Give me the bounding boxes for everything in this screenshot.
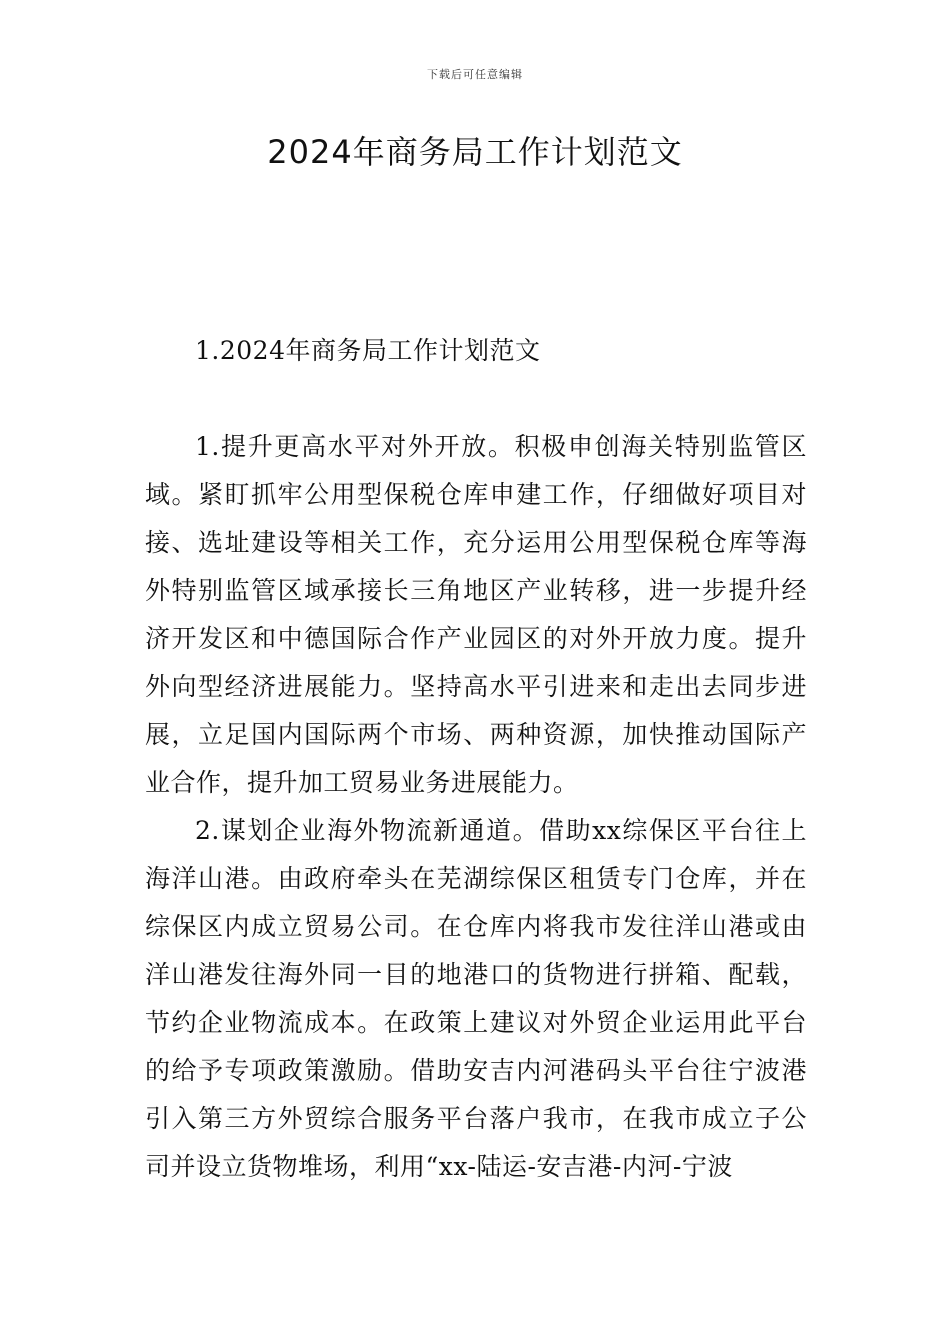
paragraph-1: 1.提升更高水平对外开放。积极申创海关特别监管区域。紧盯抓牢公用型保税仓库申建工作，仔细做好项目对接、选址建设等相关工作，充分运用公用型保税仓库等海外特别监管区域承接长三角地区产业转移，进一步提升经济开发区和中德国际合作产业园区的对外开放力度。提升外向型经济进展能力。坚持高水平引进来和走出去同步进展，立足国内国际两个市场、两种资源，加快推动国际产业合作，提升加工贸易业务进展能力。 [145, 432, 807, 797]
paragraph-2: 2.谋划企业海外物流新通道。借助xx综保区平台往上海洋山港。由政府牵头在芜湖综保区租赁专门仓库，并在综保区内成立贸易公司。在仓库内将我市发往洋山港或由洋山港发往海外同一目的地港口的货物进行拼箱、配载，节约企业物流成本。在政策上建议对外贸企业运用此平台的给予专项政策激励。借助安吉内河港码头平台往宁波港引入第三方外贸综合服务平台落户我市，在我市成立子公司并设立货物堆场，利用“xx-陆运-安吉港-内河-宁波 [145, 816, 807, 1181]
header-note: 下载后可任意编辑 [427, 68, 523, 81]
section-subheading: 1.2024年商务局工作计划范文 [195, 336, 541, 365]
document-title: 2024年商务局工作计划范文 [267, 133, 683, 171]
document-body [145, 327, 807, 1191]
